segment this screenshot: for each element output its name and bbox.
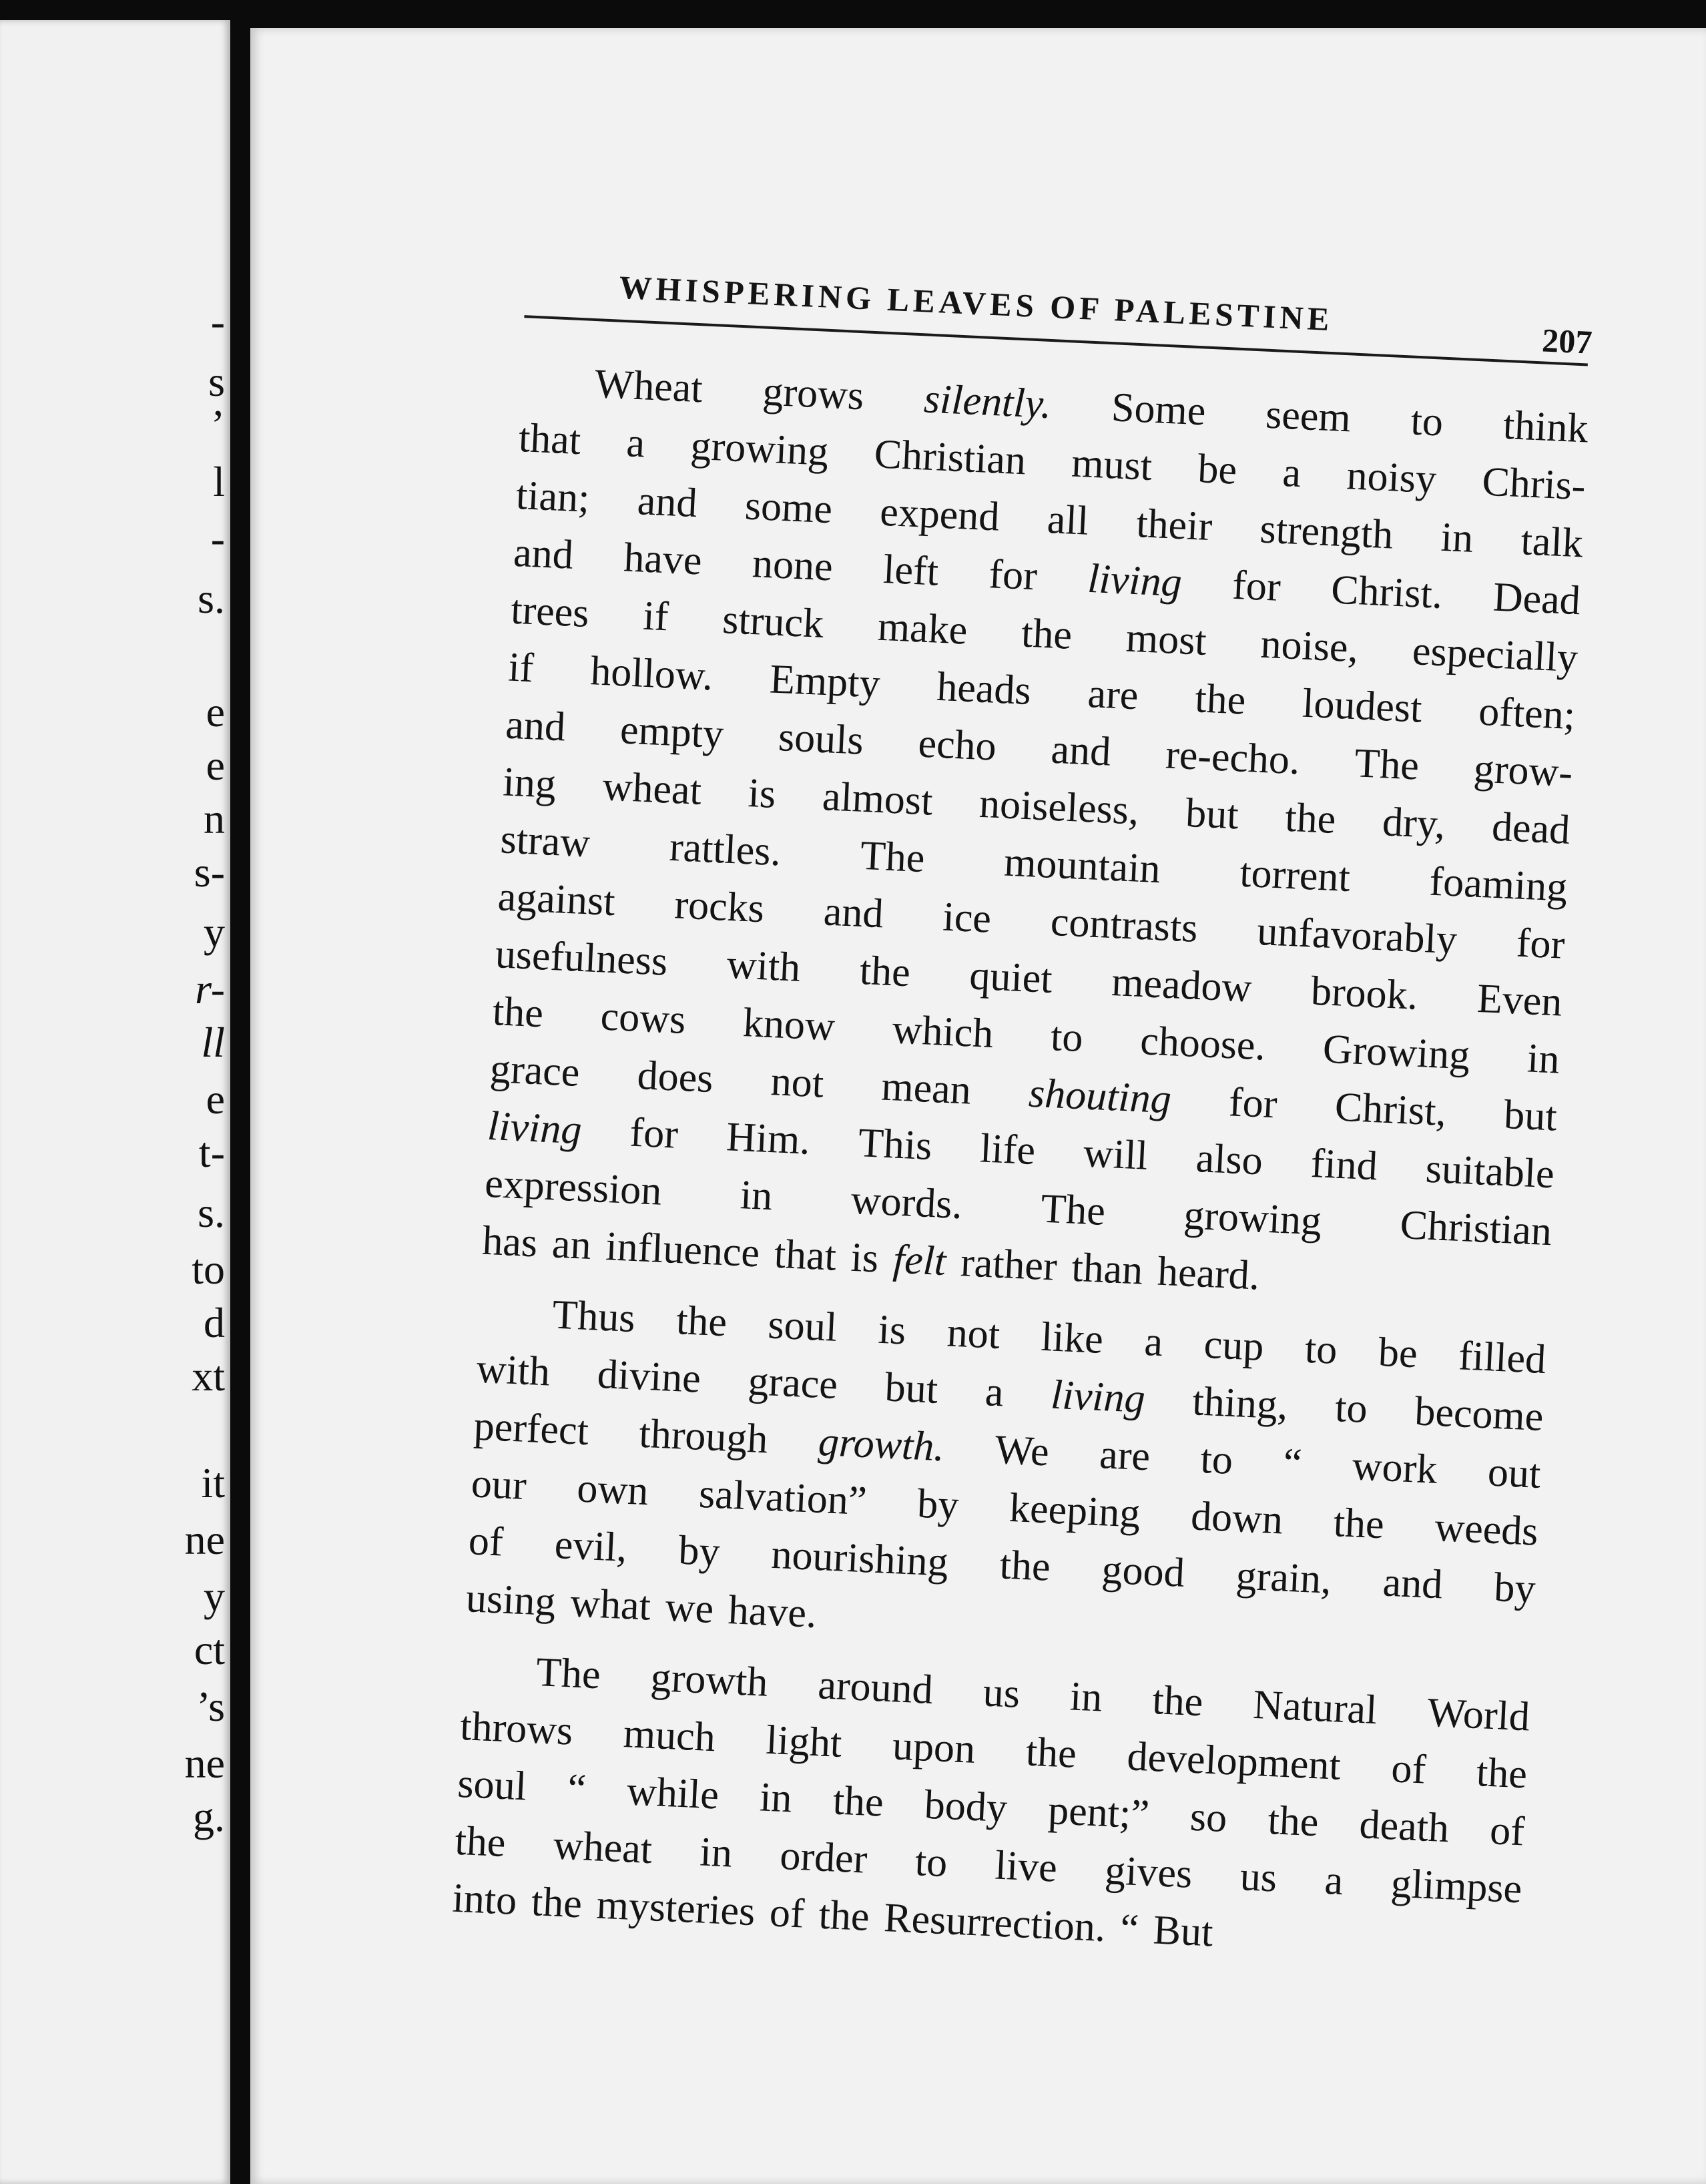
word: especially: [1411, 628, 1579, 681]
word: for: [988, 551, 1039, 599]
word: and: [822, 888, 885, 937]
word: us: [1239, 1854, 1278, 1901]
word: But: [1152, 1907, 1214, 1956]
word: for: [1227, 1079, 1279, 1127]
word: and: [1382, 1559, 1444, 1608]
word: is: [747, 770, 777, 817]
word: in: [1526, 1035, 1561, 1083]
word: growing: [1183, 1192, 1323, 1244]
margin-fragment: t-: [198, 1129, 225, 1176]
page-header: [447, 248, 1657, 370]
word: against: [497, 874, 617, 925]
word: struck: [722, 597, 825, 647]
word: This: [857, 1120, 933, 1169]
word: hollow.: [589, 648, 714, 700]
word: in: [758, 1774, 794, 1822]
word: in: [739, 1172, 774, 1219]
word: wheat: [552, 1822, 653, 1873]
margin-fragment: -: [210, 298, 225, 345]
word: the: [1025, 1729, 1078, 1777]
previous-page-edge: [0, 20, 230, 2184]
word: all: [1046, 497, 1090, 544]
word: left: [882, 546, 940, 595]
word: Dead: [1492, 574, 1582, 624]
word: Empty: [768, 656, 881, 707]
word: not: [770, 1059, 825, 1107]
word: life: [978, 1125, 1037, 1174]
margin-fragment: g.: [193, 1793, 225, 1840]
word: torrent: [1239, 850, 1352, 901]
word: loudest: [1301, 680, 1423, 732]
word: the: [832, 1778, 885, 1826]
margin-fragment: y: [204, 1573, 225, 1620]
word: straw: [499, 816, 591, 866]
word: re-echo.: [1164, 732, 1302, 784]
word: but: [1502, 1091, 1558, 1140]
word: grace: [489, 1045, 581, 1096]
word: by: [916, 1480, 960, 1529]
word: out: [1486, 1449, 1542, 1497]
word: expend: [878, 489, 1001, 540]
word: Christ.: [1330, 567, 1444, 617]
word: will: [1082, 1130, 1149, 1179]
italic-word: living: [1087, 555, 1183, 606]
word: often;: [1477, 688, 1577, 739]
word: are: [1087, 671, 1139, 719]
word: nourishing: [770, 1531, 950, 1585]
word: does: [636, 1053, 714, 1102]
word: with: [475, 1346, 551, 1395]
word: and: [505, 702, 567, 750]
word: Growing: [1322, 1026, 1471, 1079]
word: perfect: [473, 1403, 590, 1454]
margin-fragment: y: [204, 908, 225, 956]
word: while: [625, 1768, 720, 1818]
margin-fragment: xt: [192, 1352, 225, 1400]
word: Christian: [1399, 1202, 1553, 1255]
word: talk: [1520, 518, 1585, 567]
word: work: [1351, 1443, 1438, 1492]
margin-fragment: ne: [184, 1516, 225, 1563]
word: “: [1119, 1906, 1140, 1952]
word: much: [622, 1711, 717, 1761]
word: brook.: [1310, 968, 1419, 1019]
word: than: [1071, 1244, 1144, 1294]
word: of: [1488, 1808, 1526, 1855]
word: make: [876, 603, 968, 653]
word: become: [1414, 1388, 1544, 1440]
word: a: [1143, 1318, 1164, 1366]
word: seem: [1264, 391, 1352, 441]
word: salvation”: [697, 1470, 868, 1525]
word: their: [1135, 501, 1213, 550]
word: grace: [747, 1358, 839, 1408]
word: if: [507, 644, 535, 692]
word: order: [779, 1832, 868, 1882]
word: must: [1071, 440, 1153, 489]
word: Christian: [873, 431, 1027, 484]
margin-fragment: it: [201, 1459, 225, 1507]
word: Natural: [1252, 1681, 1378, 1733]
margin-fragment: s: [208, 358, 225, 405]
word: Wheat: [593, 361, 704, 412]
word: the: [1194, 675, 1247, 724]
italic-word: living: [486, 1103, 583, 1153]
word: growing: [689, 423, 830, 475]
word: using: [465, 1575, 557, 1625]
word: dead: [1490, 804, 1571, 853]
word: ing: [502, 759, 557, 807]
word: Chris-: [1481, 459, 1587, 509]
word: by: [677, 1527, 722, 1575]
word: influence: [605, 1223, 761, 1276]
word: the: [1151, 1677, 1204, 1725]
margin-fragment: ct: [194, 1626, 225, 1673]
word: trees: [509, 587, 590, 636]
word: almost: [821, 774, 934, 824]
word: good: [1101, 1547, 1186, 1596]
word: but: [884, 1364, 939, 1412]
word: the: [1020, 610, 1073, 658]
word: soul: [767, 1302, 838, 1350]
word: for: [629, 1109, 679, 1157]
word: World: [1426, 1689, 1531, 1740]
word: to: [1410, 398, 1444, 445]
word: find: [1310, 1140, 1379, 1189]
word: are: [1098, 1432, 1151, 1480]
word: strength: [1259, 506, 1394, 558]
italic-word: shouting: [1027, 1070, 1173, 1123]
word: that: [517, 415, 582, 464]
word: meadow: [1110, 959, 1253, 1011]
word: own: [576, 1465, 649, 1515]
margin-fragment: e: [206, 688, 225, 736]
word: tian;: [515, 472, 591, 521]
word: live: [994, 1842, 1059, 1891]
word: of: [768, 1890, 806, 1937]
word: of: [1390, 1745, 1427, 1793]
word: us: [982, 1669, 1021, 1717]
word: and: [1050, 726, 1112, 775]
word: for: [1231, 562, 1282, 610]
word: choose.: [1139, 1018, 1267, 1069]
word: mean: [880, 1063, 972, 1113]
word: an: [551, 1221, 593, 1269]
word: “: [1282, 1440, 1303, 1486]
word: mysteries: [595, 1882, 756, 1935]
page-content: [365, 248, 1657, 2183]
word: souls: [777, 714, 865, 764]
word: a: [1282, 449, 1302, 497]
margin-fragment: to: [192, 1246, 225, 1293]
word: a: [1324, 1857, 1344, 1904]
word: unfavorably: [1256, 908, 1458, 963]
word: and: [512, 529, 575, 578]
margin-fragment: s.: [198, 575, 225, 622]
word: grow-: [1472, 746, 1574, 796]
word: divine: [596, 1351, 702, 1402]
word: rattles.: [668, 824, 782, 875]
word: into: [451, 1875, 518, 1924]
word: quiet: [968, 952, 1054, 1002]
word: Christ,: [1334, 1084, 1448, 1135]
word: to: [1304, 1326, 1338, 1373]
word: have: [623, 535, 703, 584]
margin-fragment: d: [204, 1299, 225, 1346]
margin-fragment: ll: [201, 1019, 225, 1066]
word: also: [1195, 1135, 1264, 1184]
word: be: [1377, 1329, 1419, 1377]
word: cows: [599, 993, 687, 1043]
word: to: [1334, 1384, 1369, 1432]
word: of: [467, 1518, 505, 1565]
margin-fragment: ’s: [196, 1683, 225, 1730]
word: the: [1284, 794, 1337, 843]
word: for: [1515, 920, 1566, 968]
margin-fragment: ’: [210, 401, 225, 449]
word: ice: [942, 894, 992, 942]
italic-word: living: [1050, 1372, 1147, 1422]
word: the: [999, 1542, 1052, 1590]
word: keeping: [1008, 1484, 1141, 1537]
body-text: [451, 352, 1590, 1975]
italic-word: felt: [892, 1236, 947, 1285]
word: the: [818, 1892, 871, 1940]
book-page: [250, 28, 1706, 2184]
margin-fragment: e: [206, 742, 225, 789]
word: noise,: [1259, 621, 1360, 671]
italic-word: silently.: [922, 376, 1053, 428]
word: growth: [649, 1654, 769, 1705]
word: some: [744, 483, 834, 533]
margin-fragment: e: [206, 1075, 225, 1123]
margin-fragment: s.: [198, 1189, 225, 1236]
word: The: [535, 1649, 602, 1698]
word: we: [664, 1584, 715, 1632]
word: words.: [850, 1177, 964, 1228]
margin-fragment: ne: [184, 1739, 225, 1787]
word: heard.: [1156, 1248, 1261, 1299]
word: none: [751, 541, 834, 590]
margin-fragment: r-: [195, 965, 225, 1013]
word: The: [859, 832, 926, 882]
word: think: [1502, 402, 1589, 452]
word: but: [1184, 790, 1240, 838]
word: if: [642, 593, 669, 640]
word: have.: [727, 1587, 818, 1637]
word: body: [923, 1782, 1009, 1832]
word: around: [817, 1662, 934, 1713]
word: suitable: [1424, 1145, 1556, 1197]
margin-fragment: -: [210, 515, 225, 562]
word: the: [530, 1879, 583, 1927]
word: down: [1189, 1493, 1284, 1543]
word: in: [699, 1829, 734, 1876]
word: foaming: [1428, 858, 1569, 910]
word: Him.: [725, 1114, 812, 1163]
word: Even: [1476, 975, 1563, 1025]
word: contrasts: [1049, 898, 1199, 951]
word: be: [1197, 446, 1238, 493]
word: The: [1040, 1185, 1107, 1234]
word: in: [1440, 514, 1474, 561]
word: the: [858, 947, 912, 996]
word: thing,: [1191, 1378, 1290, 1428]
word: pent;”: [1047, 1788, 1151, 1838]
word: is: [877, 1306, 907, 1354]
word: Resurrection.: [882, 1895, 1107, 1951]
word: development: [1126, 1733, 1342, 1789]
word: The: [1354, 740, 1420, 789]
word: usefulness: [494, 931, 669, 985]
page-number: 207: [1541, 321, 1593, 361]
word: upon: [891, 1723, 976, 1772]
word: throws: [459, 1703, 574, 1754]
word: the: [1267, 1798, 1320, 1846]
word: know: [742, 1000, 836, 1050]
word: a: [625, 420, 646, 467]
word: wheat: [601, 764, 703, 814]
word: We: [994, 1426, 1051, 1475]
running-title: WHISPERING LEAVES OF PALESTINE: [618, 268, 1334, 338]
word: a: [984, 1369, 1005, 1416]
word: grain,: [1235, 1553, 1333, 1603]
word: the: [1475, 1749, 1528, 1798]
word: by: [1492, 1565, 1537, 1612]
word: dry,: [1381, 799, 1446, 848]
word: rather: [959, 1240, 1059, 1290]
word: what: [569, 1580, 652, 1629]
word: noisy: [1346, 453, 1438, 503]
word: rocks: [673, 882, 766, 932]
word: has: [481, 1217, 539, 1266]
word: Some: [1110, 384, 1207, 435]
word: cup: [1203, 1321, 1265, 1370]
italic-word: growth.: [817, 1418, 946, 1470]
word: to: [1049, 1014, 1085, 1061]
word: gives: [1103, 1848, 1193, 1897]
word: to: [1199, 1436, 1234, 1483]
word: weeds: [1434, 1504, 1539, 1555]
word: glimpse: [1390, 1860, 1523, 1912]
word: echo: [917, 720, 998, 770]
word: soul: [457, 1760, 528, 1810]
word: to: [914, 1839, 948, 1886]
word: heads: [936, 663, 1033, 714]
word: expression: [483, 1160, 663, 1214]
word: most: [1125, 615, 1208, 664]
word: with: [726, 941, 802, 991]
margin-fragment: n: [204, 795, 225, 842]
word: is: [850, 1234, 880, 1282]
margin-fragment: l: [213, 458, 225, 505]
word: death: [1358, 1802, 1450, 1852]
word: which: [891, 1007, 994, 1057]
word: the: [675, 1298, 728, 1346]
word: our: [470, 1460, 528, 1509]
word: Thus: [551, 1292, 637, 1342]
word: empty: [619, 707, 725, 758]
word: the: [454, 1818, 507, 1866]
margin-fragment: s-: [194, 848, 225, 896]
word: mountain: [1003, 839, 1162, 892]
word: through: [638, 1410, 769, 1462]
word: grows: [762, 368, 865, 419]
word: that: [773, 1231, 838, 1280]
word: like: [1040, 1314, 1105, 1363]
word: “: [566, 1765, 587, 1812]
word: and: [636, 478, 699, 527]
word: not: [946, 1310, 1001, 1358]
word: light: [765, 1717, 843, 1766]
word: filled: [1457, 1333, 1547, 1383]
word: the: [491, 989, 545, 1037]
word: the: [1332, 1500, 1386, 1548]
word: evil,: [553, 1522, 628, 1571]
word: so: [1189, 1794, 1228, 1842]
word: in: [1069, 1673, 1103, 1721]
word: noiseless,: [978, 780, 1140, 834]
